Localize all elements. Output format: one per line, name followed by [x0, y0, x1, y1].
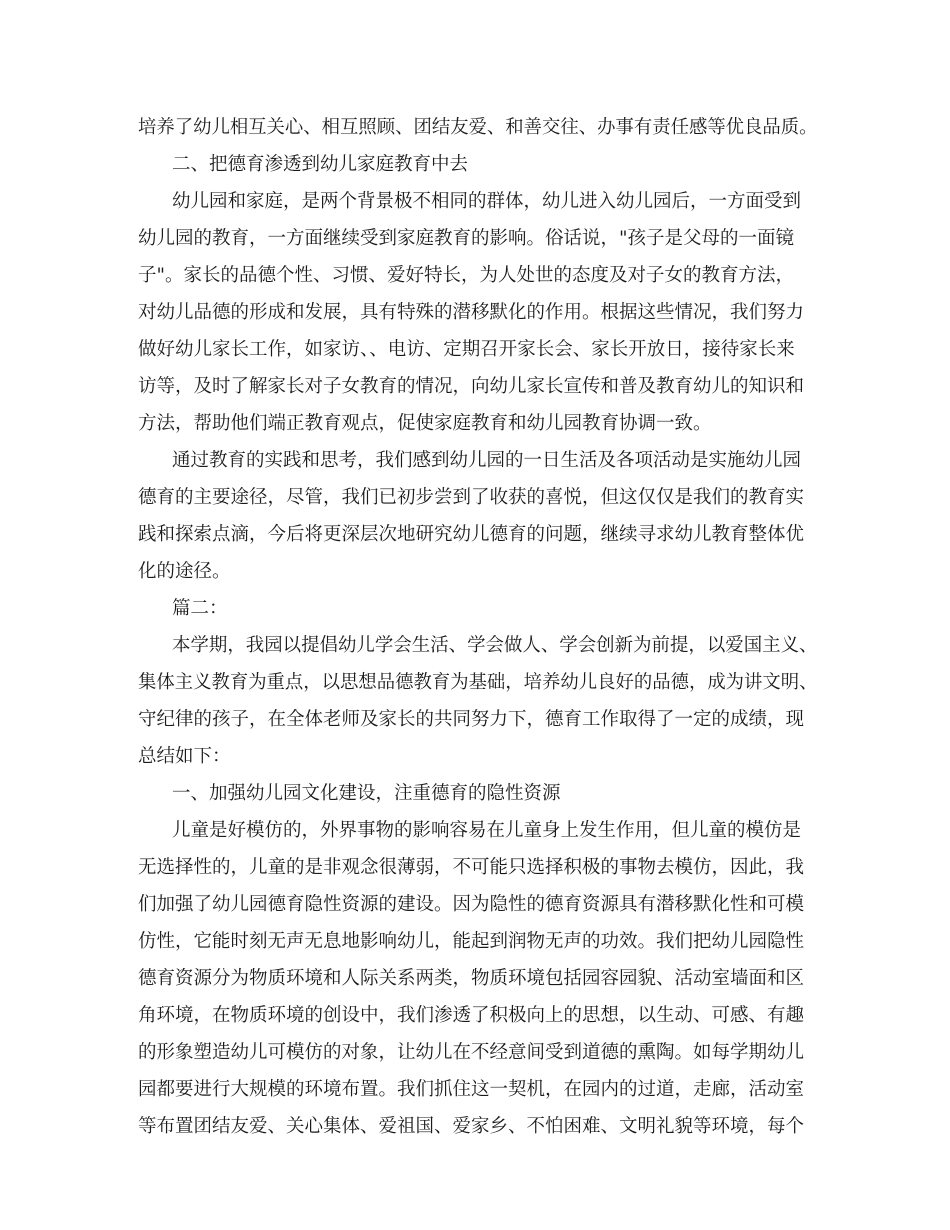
- text-line: 德育资源分为物质环境和人际关系两类，物质环境包括园容园貌、活动室墙面和区: [138, 968, 805, 989]
- text-line: 守纪律的孩子，在全体老师及家长的共同努力下，德育工作取得了一定的成绩，现: [138, 709, 805, 730]
- text-line: 德育的主要途径，尽管，我们已初步尝到了收获的喜悦，但这仅仅是我们的教育实: [138, 487, 805, 508]
- text-line: 做好幼儿家长工作，如家访、、电访、定期召开家长会、家长开放日，接待家长来: [138, 339, 795, 360]
- text-line: 儿童是好模仿的，外界事物的影响容易在儿童身上发生作用，但儿童的模仿是: [172, 820, 802, 841]
- text-line: 角环境，在物质环境的创设中，我们渗透了积极向上的思想，以生动、可感、有趣: [138, 1005, 805, 1026]
- text-line: 们加强了幼儿园德育隐性资源的建设。因为隐性的德育资源具有潜移默化性和可模: [138, 894, 805, 915]
- text-line: 化的途径。: [138, 561, 231, 582]
- section-heading: 一、加强幼儿园文化建设，注重德育的隐性资源: [172, 783, 561, 804]
- text-line: 仿性，它能时刻无声无息地影响幼儿，能起到润物无声的功效。我们把幼儿园隐性: [138, 931, 805, 952]
- text-line: 幼儿园的教育，一方面继续受到家庭教育的影响。俗话说，"孩子是父母的一面镜: [138, 228, 795, 249]
- text-line: 幼儿园和家庭，是两个背景极不相同的群体，幼儿进入幼儿园后，一方面受到: [172, 191, 802, 212]
- text-line: 总结如下：: [138, 746, 231, 767]
- text-line: 方法，帮助他们端正教育观点，促使家庭教育和幼儿园教育协调一致。: [138, 413, 712, 434]
- text-line: 集体主义教育为重点，以思想品德教育为基础，培养幼儿良好的品德，成为讲文明、: [138, 672, 818, 693]
- text-line: 通过教育的实践和思考，我们感到幼儿园的一日生活及各项活动是实施幼儿园: [172, 450, 802, 471]
- text-line: 子"。家长的品德个性、习惯、爱好特长，为人处世的态度及对子女的教育方法，: [138, 265, 795, 286]
- text-line: 的形象塑造幼儿可模仿的对象，让幼儿在不经意间受到道德的熏陶。如每学期幼儿: [138, 1042, 805, 1063]
- section-heading: 二、把德育渗透到幼儿家庭教育中去: [172, 154, 469, 175]
- text-line: 无选择性的，儿童的是非观念很薄弱，不可能只选择积极的事物去模仿，因此，我: [138, 857, 805, 878]
- text-line: 园都要进行大规模的环境布置。我们抓住这一契机，在园内的过道，走廊，活动室: [138, 1079, 805, 1100]
- text-line: 对幼儿品德的形成和发展，具有特殊的潜移默化的作用。根据这些情况，我们努力: [138, 302, 805, 323]
- text-line: 访等，及时了解家长对子女教育的情况，向幼儿家长宣传和普及教育幼儿的知识和: [138, 376, 805, 397]
- text-line: 等布置团结友爱、关心集体、爱祖国、爱家乡、不怕困难、文明礼貌等环境，每个: [138, 1116, 805, 1137]
- text-line: 本学期，我园以提倡幼儿学会生活、学会做人、学会创新为前提，以爱国主义、: [172, 635, 818, 656]
- text-line: 培养了幼儿相互关心、相互照顾、团结友爱、和善交往、办事有责任感等优良品质。: [138, 117, 818, 138]
- text-line: 践和探索点滴，今后将更深层次地研究幼儿德育的问题，继续寻求幼儿教育整体优: [138, 524, 805, 545]
- section-heading: 篇二：: [172, 598, 228, 619]
